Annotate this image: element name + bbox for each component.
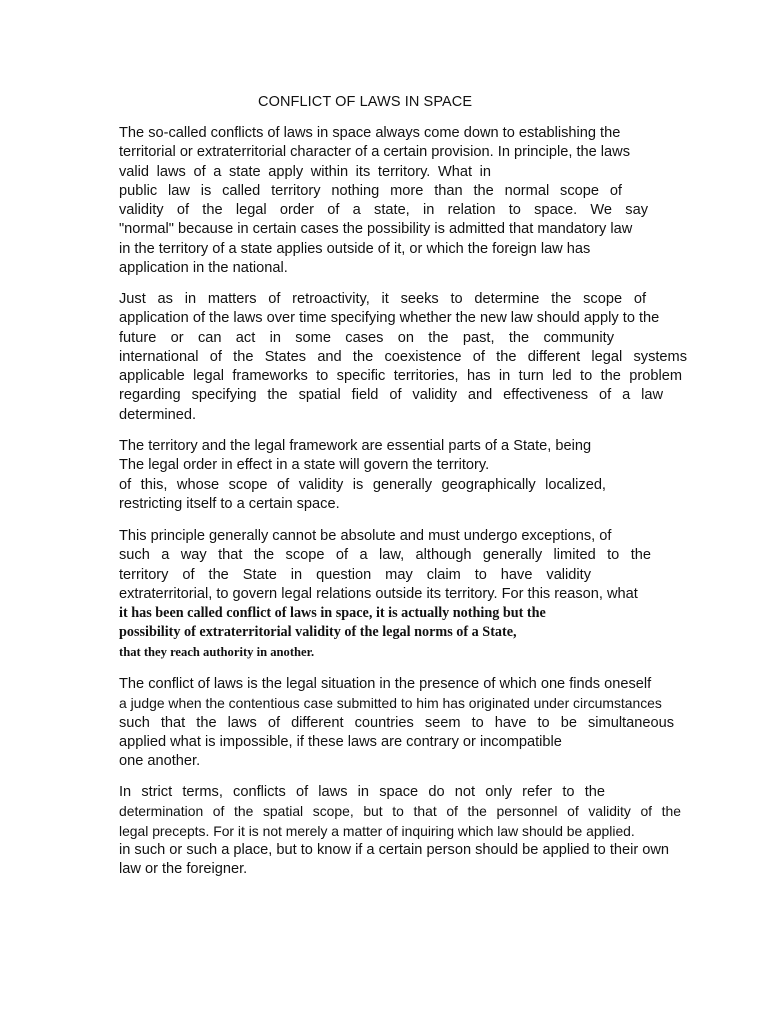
text-line: applied what is impossible, if these laws are contrary or incompatible bbox=[119, 733, 562, 750]
text-line: law or the foreigner. bbox=[119, 861, 248, 878]
text-line: extraterritorial, to govern legal relations outside its territory. For this reason, what bbox=[119, 585, 638, 602]
paragraph-6 bbox=[119, 783, 709, 879]
text-line: applicable legal frameworks to specific territories, has in turn led to the problem bbox=[119, 368, 682, 385]
text-line: possibility of extraterritorial validity of the legal norms of a State, bbox=[119, 624, 517, 641]
text-line: such that the laws of different countries seem to have to be simultaneous bbox=[119, 714, 674, 731]
text-line: public law is called territory nothing more than the normal scope of bbox=[119, 182, 622, 199]
text-line: determined. bbox=[119, 406, 197, 423]
text-line: This principle generally cannot be absolute and must undergo exceptions, of bbox=[119, 528, 612, 544]
text-line: territory of the State in question may claim to have validity bbox=[119, 566, 591, 583]
paragraph-5 bbox=[119, 675, 709, 771]
text-line: in the territory of a state applies outside of it, or which the foreign law has bbox=[119, 240, 591, 257]
text-line: one another. bbox=[119, 753, 201, 770]
paragraph-4 bbox=[119, 527, 709, 662]
text-line: application in the national. bbox=[119, 260, 288, 277]
text-line: regarding specifying the spatial field of validity and effectiveness of a law bbox=[119, 387, 663, 404]
document-title: CONFLICT OF LAWS IN SPACE bbox=[258, 94, 473, 110]
text-line: valid laws of a state apply within its territory. What in bbox=[119, 163, 491, 180]
text-line: "normal" because in certain cases the possibility is admitted that mandatory law bbox=[119, 221, 633, 238]
text-line: The conflict of laws is the legal situation in the presence of which one finds oneself bbox=[119, 676, 652, 692]
text-line: restricting itself to a certain space. bbox=[119, 495, 340, 512]
text-line: Just as in matters of retroactivity, it seeks to determine the scope of bbox=[119, 291, 646, 307]
text-line: future or can act in some cases on the past, the community bbox=[119, 329, 614, 346]
text-line: in such or such a place, but to know if a certain person should be applied to their own bbox=[119, 841, 670, 858]
text-line: validity of the legal order of a state, in relation to space. We say bbox=[119, 202, 648, 219]
text-line: it has been called conflict of laws in space, it is actually nothing but the bbox=[119, 605, 546, 622]
text-line: that they reach authority in another. bbox=[119, 644, 315, 659]
text-line: territorial or extraterritorial character of a certain provision. In principle, the laws bbox=[119, 144, 630, 161]
text-line: In strict terms, conflicts of laws in space do not only refer to the bbox=[119, 784, 605, 800]
paragraph-1 bbox=[119, 124, 709, 278]
text-line: determination of the spatial scope, but to that of the personnel of validity of the bbox=[119, 803, 681, 820]
text-line: The legal order in effect in a state will govern the territory. bbox=[119, 457, 490, 474]
paragraph-2 bbox=[119, 290, 709, 425]
text-line: international of the States and the coexistence of the different legal systems bbox=[119, 348, 687, 365]
text-line: application of the laws over time specifying whether the new law should apply to the bbox=[119, 310, 660, 327]
text-line: The territory and the legal framework are essential parts of a State, being bbox=[119, 438, 592, 454]
text-line: such a way that the scope of a law, although generally limited to the bbox=[119, 547, 651, 564]
text-line: The so-called conflicts of laws in space always come down to establishing the bbox=[119, 125, 621, 141]
text-line: legal precepts. For it is not merely a matter of inquiring which law should be applied. bbox=[119, 822, 635, 839]
text-line: of this, whose scope of validity is generally geographically localized, bbox=[119, 476, 606, 493]
text-line: a judge when the contentious case submitted to him has originated under circumstances bbox=[119, 695, 662, 712]
paragraph-3 bbox=[119, 437, 709, 514]
